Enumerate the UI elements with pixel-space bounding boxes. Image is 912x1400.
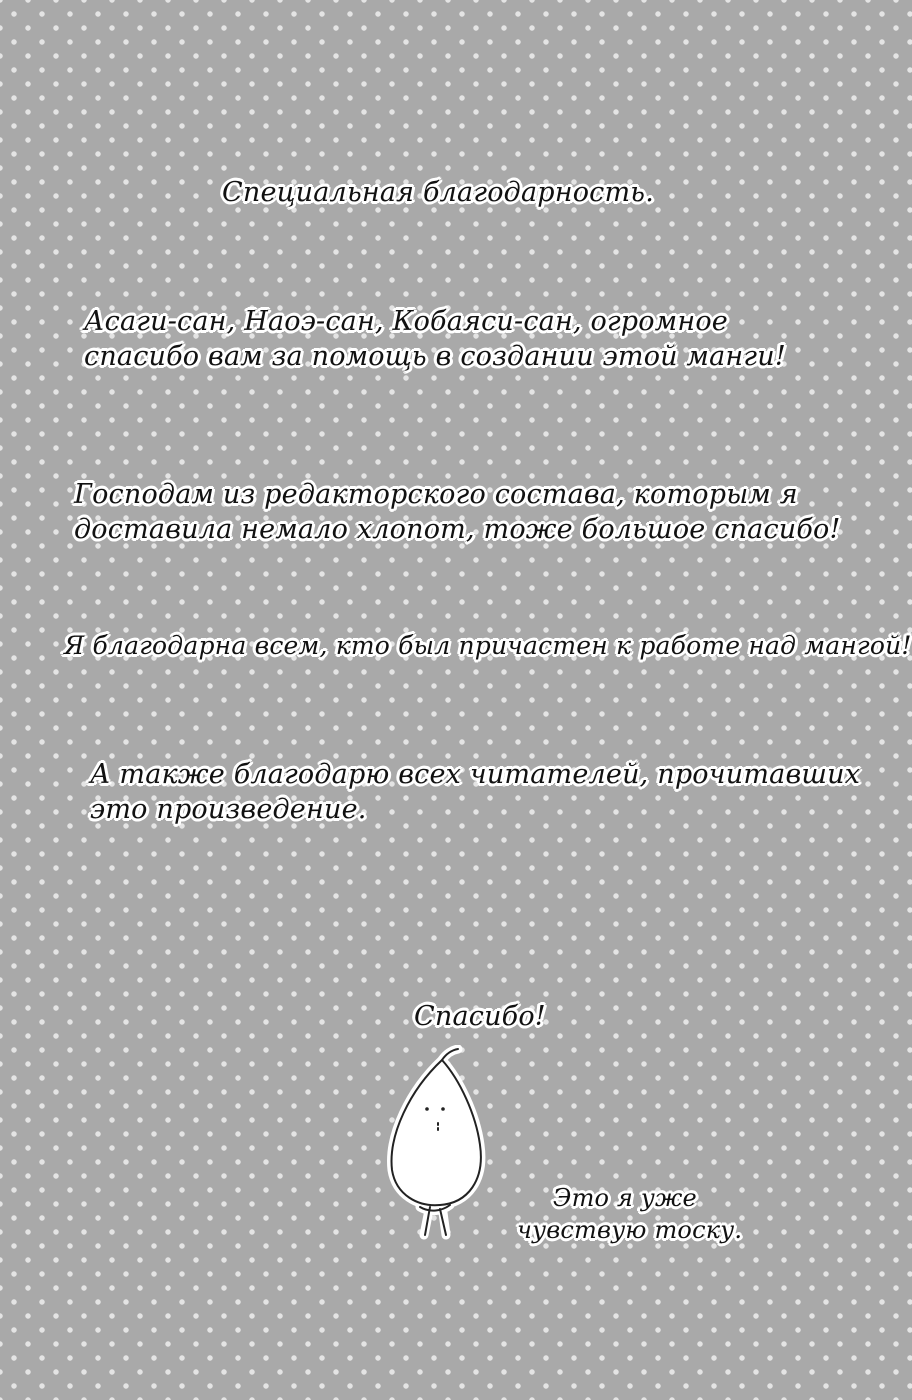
thanks-paragraph-1-line-1: Асаги-сан, Наоэ-сан, Кобаяси-сан, огромное <box>84 306 728 337</box>
mascot-caption-line-1: Это я уже <box>553 1184 697 1212</box>
mascot-eye-right <box>441 1107 445 1111</box>
teardrop-mascot-icon <box>380 1045 510 1245</box>
closing-thanks: Спасибо! <box>414 1001 546 1032</box>
page-title: Специальная благодарность. <box>222 177 654 208</box>
thanks-paragraph-1-line-2: спасибо вам за помощь в создании этой манги! <box>84 341 786 372</box>
thanks-paragraph-2-line-2: доставила немало хлопот, тоже большое спасибо! <box>74 514 841 545</box>
thanks-paragraph-2-line-1: Господам из редакторского состава, которым я <box>74 479 798 510</box>
mascot-body <box>392 1060 481 1205</box>
mascot-eye-left <box>425 1107 429 1111</box>
thanks-paragraph-3-line-1: Я благодарна всем, кто был причастен к работе над мангой! <box>64 631 912 660</box>
thanks-paragraph-4-line-1: А также благодарю всех читателей, прочитавших <box>90 759 861 790</box>
mascot-caption-line-2: чувствую тоску. <box>517 1216 743 1244</box>
thanks-paragraph-4-line-2: это произведение. <box>90 794 367 825</box>
